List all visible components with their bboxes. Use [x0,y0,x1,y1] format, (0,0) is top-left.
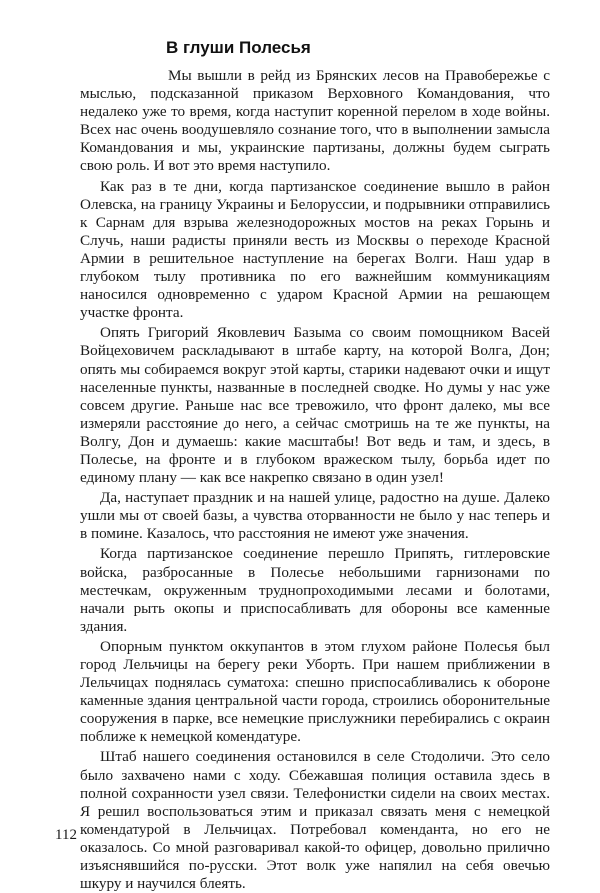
paragraph-1: Мы вышли в рейд из Брянских лесов на Правобережье с мыслью, подсказанной приказом Верховного Командования, что недалеко уже то время, когда наступит коренной перелом в ходе войны. Всех нас очень воодушевляло сознание того, что в выполнении замысла Командования и мы, украинские партизаны, должны будем сыграть свою роль. И вот это время наступило. [80,67,550,175]
page-number: 112 [55,827,77,843]
paragraph-6: Опорным пунктом оккупантов в этом глухом районе Полесья был город Лельчицы на берегу реки Уборть. При нашем приближении в Лельчицах поднялась суматоха: спешно приспосабливались к обороне каменные здания центральной части города, строились оборонительные сооружения в парке, все немецкие прислужники перебирались с окраин поближе к немецкой комендатуре. [80,637,550,746]
paragraph-7: Штаб нашего соединения остановился в селе Стодоличи. Это село было захвачено нами с ходу. Сбежавшая полиция оставила здесь в полной сохранности узел связи. Телефонистки сидели на своих местах. Я решил воспользоваться этим и приказал связать меня с немецкой комендатурой в Лельчицах. Потребовал коменданта, но его не оказалось. Со мной разговаривал какой-то офицер, довольно прилично изъяснявшийся по-русски. Этот волк уже напялил на себя овечью шкуру и научился блеять. [80,748,550,893]
paragraph-3: Опять Григорий Яковлевич Базыма со своим помощником Васей Войцеховичем раскладывают в штабе карту, на которой Волга, Дон; опять мы собираемся вокруг этой карты, старики надевают очки и ищут населенные пункты, названные в последней сводке. Но думы у нас уже совсем другие. Раньше нас все тревожило, что фронт далеко, мы все измеряли расстояние до него, а сейчас смотришь на те же пункты, на Волгу, Дон и думаешь: какие масштабы! Вот ведь и там, и здесь, в Полесье, на фронте и в глубоком вражеском тылу, борьба идет по единому плану — как все накрепко связано в один узел! [80,324,550,487]
paragraph-2: Как раз в те дни, когда партизанское соединение вышло в район Олевска, на границу Украины и Белоруссии, и подрывники отправились к Сарнам для взрыва железнодорожных мостов на реках Горынь и Случь, наши радисты приняли весть из Москвы о переходе Красной Армии в решительное наступление на берегах Волги. Наш удар в глубоком тылу противника по его важнейшим коммуникациям наносился одновременно с ударом Красной Армии на решающем участке фронта. [80,177,550,322]
paragraph-5: Когда партизанское соединение перешло Припять, гитлеровские войска, разбросанные в Полесье небольшими гарнизонами по местечкам, окруженным труднопроходимыми лесами и болотами, начали рыть окопы и приспосабливать для обороны все каменные здания. [80,545,550,635]
chapter-title: В глуши Полесья [166,38,311,57]
body-text [80,67,550,893]
paragraph-4: Да, наступает праздник и на нашей улице, радостно на душе. Далеко ушли мы от своей базы, а чувства оторванности не было у нас теперь и в помине. Казалось, что расстояния не имеют уже значения. [80,489,550,543]
